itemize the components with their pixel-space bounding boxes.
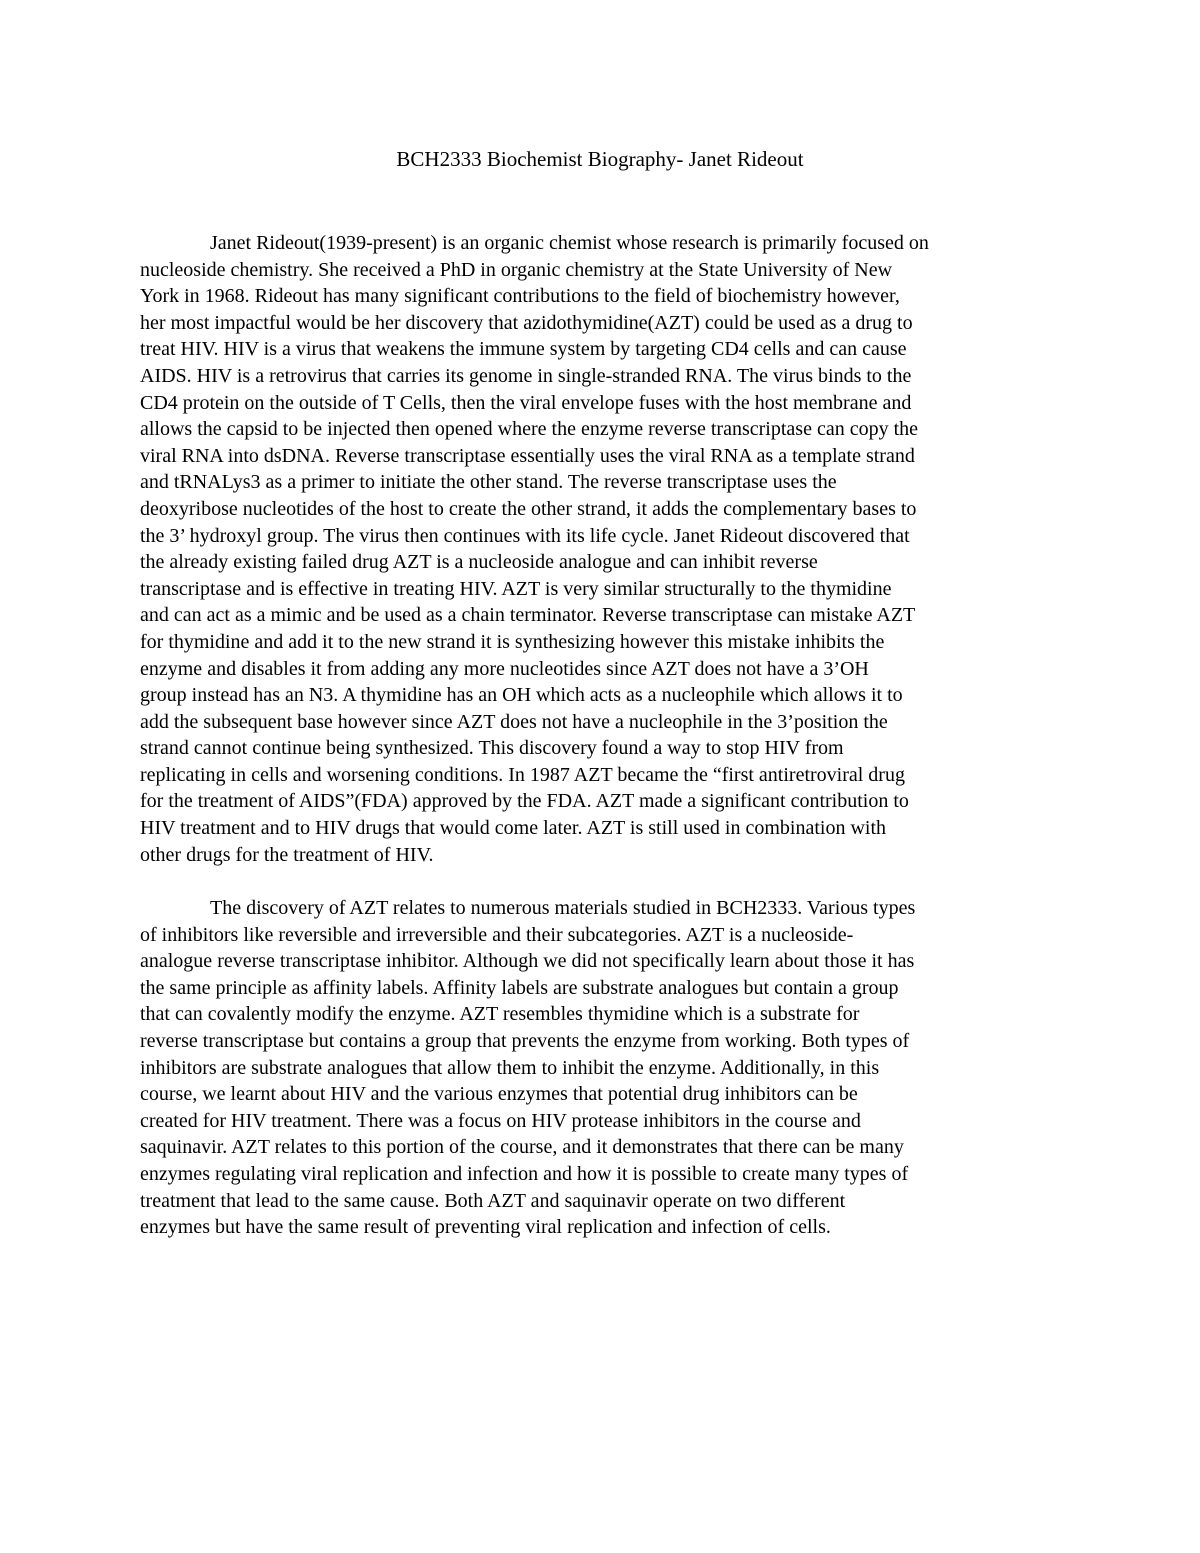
paragraph-line: created for HIV treatment. There was a focus on HIV protease inhibitors in the course and xyxy=(140,1109,861,1132)
paragraph-line: and tRNALys3 as a primer to initiate the other stand. The reverse transcriptase uses the xyxy=(140,471,837,494)
paragraph-line: for thymidine and add it to the new strand it is synthesizing however this mistake inhibits the xyxy=(140,630,885,653)
paragraph-line: nucleoside chemistry. She received a PhD in organic chemistry at the State University of New xyxy=(140,258,893,281)
paragraph-line: CD4 protein on the outside of T Cells, then the viral envelope fuses with the host membrane and xyxy=(140,391,912,414)
paragraph-line: treat HIV. HIV is a virus that weakens the immune system by targeting CD4 cells and can cause xyxy=(140,338,907,361)
paragraph-line: course, we learnt about HIV and the various enzymes that potential drug inhibitors can be xyxy=(140,1083,858,1106)
paragraph-line: the 3’ hydroxyl group. The virus then continues with its life cycle. Janet Rideout discovered that xyxy=(140,524,910,547)
paragraph-line: for the treatment of AIDS”(FDA) approved by the FDA. AZT made a significant contribution to xyxy=(140,790,909,813)
paragraph-line: the already existing failed drug AZT is a nucleoside analogue and can inhibit reverse xyxy=(140,551,818,574)
paragraph-line: enzymes but have the same result of preventing viral replication and infection of cells. xyxy=(140,1216,831,1239)
paragraph-line: Janet Rideout(1939-present) is an organic chemist whose research is primarily focused on xyxy=(210,232,929,254)
paragraph-line: strand cannot continue being synthesized. This discovery found a way to stop HIV from xyxy=(140,737,844,760)
paragraph-line: saquinavir. AZT relates to this portion of the course, and it demonstrates that there can be many xyxy=(140,1136,904,1159)
paragraph-course-relation xyxy=(140,895,1060,1241)
paragraph-line: reverse transcriptase but contains a group that prevents the enzyme from working. Both types of xyxy=(140,1029,910,1052)
paragraph-line: The discovery of AZT relates to numerous materials studied in BCH2333. Various types xyxy=(210,897,916,919)
paragraph-line: York in 1968. Rideout has many significant contributions to the field of biochemistry however, xyxy=(140,285,900,308)
paragraph-biography xyxy=(140,230,1060,868)
paragraph-line: replicating in cells and worsening conditions. In 1987 AZT became the “first antiretroviral drug xyxy=(140,763,905,786)
paragraph-line: and can act as a mimic and be used as a chain terminator. Reverse transcriptase can mistake AZT xyxy=(140,604,916,627)
paragraph-line: of inhibitors like reversible and irreversible and their subcategories. AZT is a nucleoside- xyxy=(140,923,854,946)
paragraph-line: enzyme and disables it from adding any more nucleotides since AZT does not have a 3’OH xyxy=(140,657,869,680)
paragraph-line: HIV treatment and to HIV drugs that would come later. AZT is still used in combination with xyxy=(140,817,887,840)
paragraph-line: enzymes regulating viral replication and infection and how it is possible to create many types of xyxy=(140,1162,909,1185)
document-title: BCH2333 Biochemist Biography- Janet Rideout xyxy=(396,147,804,171)
paragraph-line: other drugs for the treatment of HIV. xyxy=(140,843,434,866)
paragraph-line: deoxyribose nucleotides of the host to create the other strand, it adds the complementary bases to xyxy=(140,497,917,520)
paragraph-line: group instead has an N3. A thymidine has an OH which acts as a nucleophile which allows it to xyxy=(140,684,903,707)
paragraph-line: that can covalently modify the enzyme. AZT resembles thymidine which is a substrate for xyxy=(140,1003,860,1026)
paragraph-line: her most impactful would be her discovery that azidothymidine(AZT) could be used as a drug to xyxy=(140,311,913,334)
paragraph-line: transcriptase and is effective in treating HIV. AZT is very similar structurally to the thymidine xyxy=(140,577,892,600)
paragraph-line: the same principle as affinity labels. Affinity labels are substrate analogues but contain a group xyxy=(140,976,899,999)
paragraph-line: add the subsequent base however since AZT does not have a nucleophile in the 3’position the xyxy=(140,710,888,733)
paragraph-line: inhibitors are substrate analogues that allow them to inhibit the enzyme. Additionally, in this xyxy=(140,1056,880,1079)
paragraph-line: treatment that lead to the same cause. Both AZT and saquinavir operate on two different xyxy=(140,1189,846,1212)
paragraph-line: AIDS. HIV is a retrovirus that carries its genome in single-stranded RNA. The virus binds to the xyxy=(140,364,912,387)
paragraph-line: allows the capsid to be injected then opened where the enzyme reverse transcriptase can copy the xyxy=(140,418,919,441)
paragraph-line: analogue reverse transcriptase inhibitor. Although we did not specifically learn about those it has xyxy=(140,950,915,973)
paragraph-line: viral RNA into dsDNA. Reverse transcriptase essentially uses the viral RNA as a template strand xyxy=(140,444,915,467)
